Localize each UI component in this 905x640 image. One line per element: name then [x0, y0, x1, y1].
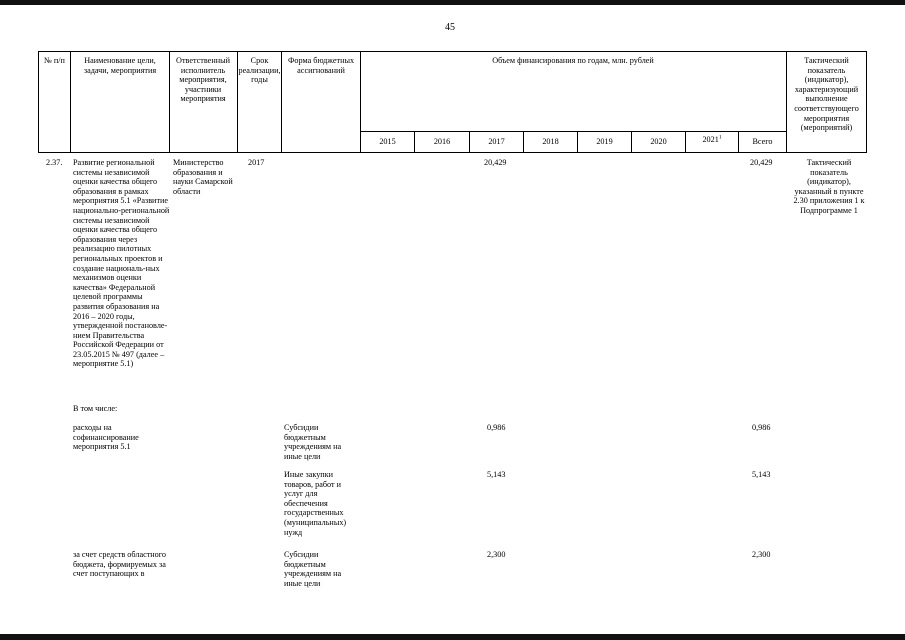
subrow-1-form: Субсидии бюджетным учреждениям на иные цели	[284, 423, 342, 461]
top-border	[0, 0, 905, 5]
row-indicator: Тактический показатель (индикатор), указанный в пункте 2.30 приложения 1 к Подпрограмме 1	[793, 158, 865, 215]
row-number: 2.37.	[46, 158, 63, 167]
year-2020: 2020	[650, 137, 667, 146]
header-total: Всего	[752, 137, 773, 146]
page-number: 45	[445, 22, 455, 33]
header-finance: Объем финансирования по годам, млн. рублей	[492, 56, 654, 65]
footnote-mark: 1	[718, 134, 722, 141]
subrow-2-value-2017: 5,143	[487, 470, 506, 479]
table-header	[38, 51, 867, 153]
header-number: № п/п	[44, 56, 65, 65]
row-responsible: Министерство образования и науки Самарской области	[173, 158, 233, 196]
header-name: Наименование цели, задачи, мероприятия	[83, 56, 157, 75]
year-2015: 2015	[379, 137, 396, 146]
row-name: Развитие региональной системы независимой оценки качества общего образования в рамках мероприятия 5.1 «Развитие национально-региональной системы независимой оценки качества общего образования через реализацию пилотных региональных проектов и создание националь-ных механизмов оценки качества» Федеральной целевой программы развития образования на 2016 – 2020 годы, утвержденной постановле-нием Правительства Российской Федерации от 23.05.2015 № 497 (далее – мероприятие 5.1)	[73, 158, 170, 369]
year-2021: 2021$^1$	[702, 134, 722, 144]
header-form: Форма бюджетных ассигнований	[287, 56, 355, 75]
header-term: Срок реализации, годы	[238, 56, 281, 85]
subrow-1-name: расходы на софинансирование мероприятия 5.1	[73, 423, 139, 452]
row-term: 2017	[248, 158, 265, 167]
subrow-3-total: 2,300	[752, 550, 771, 559]
subrow-2-form: Иные закупки товаров, работ и услуг для обеспечения государственных (муниципальных) нужд	[284, 470, 347, 537]
including-label: В том числе:	[73, 404, 118, 413]
subrow-2-total: 5,143	[752, 470, 771, 479]
subrow-1-total: 0,986	[752, 423, 771, 432]
subrow-1-value-2017: 0,986	[487, 423, 506, 432]
year-2016: 2016	[433, 137, 451, 146]
subrow-3-form: Субсидии бюджетным учреждениям на иные цели	[284, 550, 342, 588]
subrow-3-value-2017: 2,300	[487, 550, 506, 559]
row-total: 20,429	[750, 158, 773, 167]
year-2017: 2017	[488, 137, 505, 146]
bottom-border	[0, 634, 905, 640]
header-indicator: Тактический показатель (индикатор), характеризующий выполнение соответствующего мероприятия (мероприятий)	[794, 56, 859, 133]
header-responsible: Ответственный исполнитель мероприятия, участники мероприятия	[176, 56, 230, 104]
year-2019: 2019	[596, 137, 613, 146]
subrow-3-name: за счет средств областного бюджета, формируемых за счет поступающих в	[73, 550, 167, 579]
year-2018: 2018	[542, 137, 559, 146]
row-value-2017: 20,429	[484, 158, 507, 167]
